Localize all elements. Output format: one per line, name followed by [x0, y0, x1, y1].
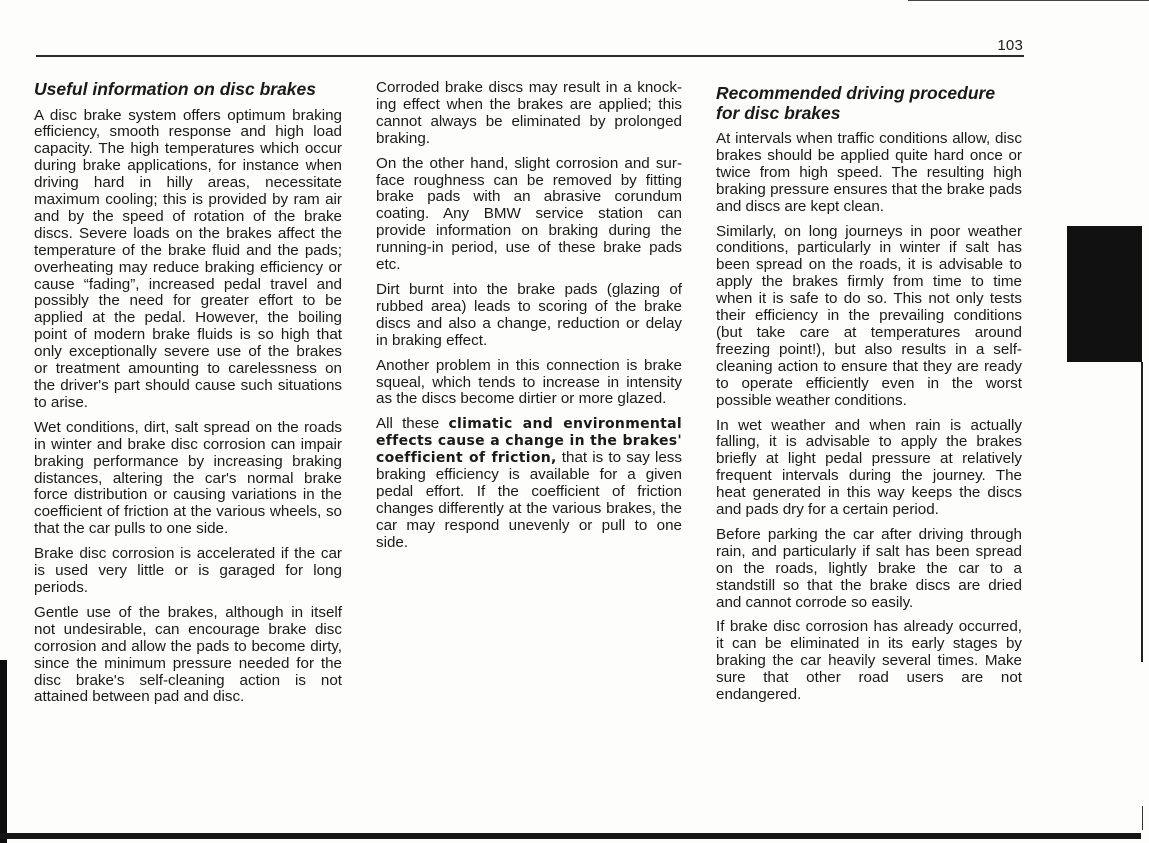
- text-run: All these: [376, 415, 449, 433]
- paragraph: Dirt burnt into the brake pads (glazing of rubbed area) leads to scoring of the brake discs and also a change, reduction or delay in braking effect.: [376, 280, 682, 349]
- header-rule: [36, 55, 1024, 57]
- paragraph: Another problem in this connection is brake squeal, which tends to increase in intensity as the discs become dirtier or more glazed.: [376, 356, 682, 408]
- paragraph: Corroded brake discs may result in a knocking effect when the brakes are applied; this cannot always be eliminated by prolonged braking.: [376, 79, 682, 147]
- section-thumb-tab: [1067, 226, 1142, 362]
- heading-driving-procedure: Recommended driving procedure for disc brakes: [716, 83, 996, 123]
- paragraph: Gentle use of the brakes, although in itself not undesirable, can encourage brake disc corrosion and allow the pads to become dirty, since the minimum pressure needed for the disc brake's self-cleaning action is not attained between pad and disc.: [34, 603, 342, 706]
- paragraph: Brake disc corrosion is accelerated if the car is used very little or is garaged for long periods.: [34, 545, 342, 596]
- paragraph: At intervals when traffic conditions allow, disc brakes should be applied quite hard once or twice from high speed. The resulting high braking pressure ensures that the brake pads and discs are kept clean.: [716, 130, 1022, 215]
- column-left: [34, 80, 342, 714]
- paragraph: A disc brake system offers optimum braking efficiency, smooth response and high load capacity. The high temperatures which occur during brake applications, for instance when driving hard in hilly areas, necessitate maximum cooling; this is provided by ram air and by the speed of rotation of the brake discs. Severe loads on the brakes affect the temperature of the brake fluid and the pads; overheating may reduce braking efficiency or cause “fading”, increased pedal travel and possibly the need for greater effort to be applied at the pedal. However, the boiling point of modern brake fluids is so high that only exceptionally severe use of the brakes or treatment amounting to carelessness on the driver's part should cause such situations to arise.: [34, 106, 342, 411]
- column-middle: [376, 80, 682, 560]
- emphasis-text: climatic and environmental effects cause a change in the brakes' coefficient of friction,: [376, 416, 682, 467]
- left-edge-bar: [0, 660, 7, 843]
- paragraph: If brake disc corrosion has already occurred, it can be eliminated in its early stages by braking the car heavily several times. Make sure that other road users are not endangered.: [716, 618, 1022, 704]
- paragraph: Similarly, on long journeys in poor weather conditions, particularly in winter if salt has been spread on the roads, it is advisable to apply the brakes firmly from time to time when it is safe to do so. This not only tests their efficiency in the prevailing conditions (but take care at temperatures around freezing point!), but also results in a self-cleaning action to ensure that they are ready to operate efficiently even in the worst possible weather conditions.: [716, 222, 1022, 409]
- column-right: [716, 84, 1022, 712]
- paragraph: Before parking the car after driving through rain, and particularly if salt has been spread on the roads, lightly brake the car to a standstill so that the brake discs are dried and cannot corrode so easily.: [716, 525, 1022, 611]
- page-number: 103: [997, 37, 1023, 54]
- paragraph-friction: [376, 416, 682, 551]
- corner-mark: [1128, 806, 1143, 830]
- text-run: that is to say less braking efficiency is available for a given pedal effort. If the coefficient of friction changes differently at the various brakes, the car may respond unevenly or pull to one side.: [376, 449, 682, 551]
- bottom-edge-rule: [0, 833, 1141, 839]
- paragraph: In wet weather and when rain is actually falling, it is advisable to apply the brakes briefly at light pedal pressure at relatively frequent intervals during the journey. The heat generated in this way keeps the discs and pads dry for a certain period.: [716, 416, 1022, 519]
- top-edge-rule: [908, 0, 1149, 1]
- heading-disc-brake-info: Useful information on disc brakes: [34, 79, 316, 99]
- paragraph: Wet conditions, dirt, salt spread on the roads in winter and brake disc corrosion can impair braking performance by increasing braking distances, altering the car's normal brake force distribution or causing variations in the coefficient of friction at the various wheels, so that the car pulls to one side.: [34, 418, 342, 538]
- paragraph: On the other hand, slight corrosion and surface roughness can be removed by fitting brake pads with an abrasive corundum coating. Any BMW service station can provide information on braking during the running-in period, use of these brake pads etc.: [376, 154, 682, 274]
- right-edge-line: [1141, 362, 1143, 662]
